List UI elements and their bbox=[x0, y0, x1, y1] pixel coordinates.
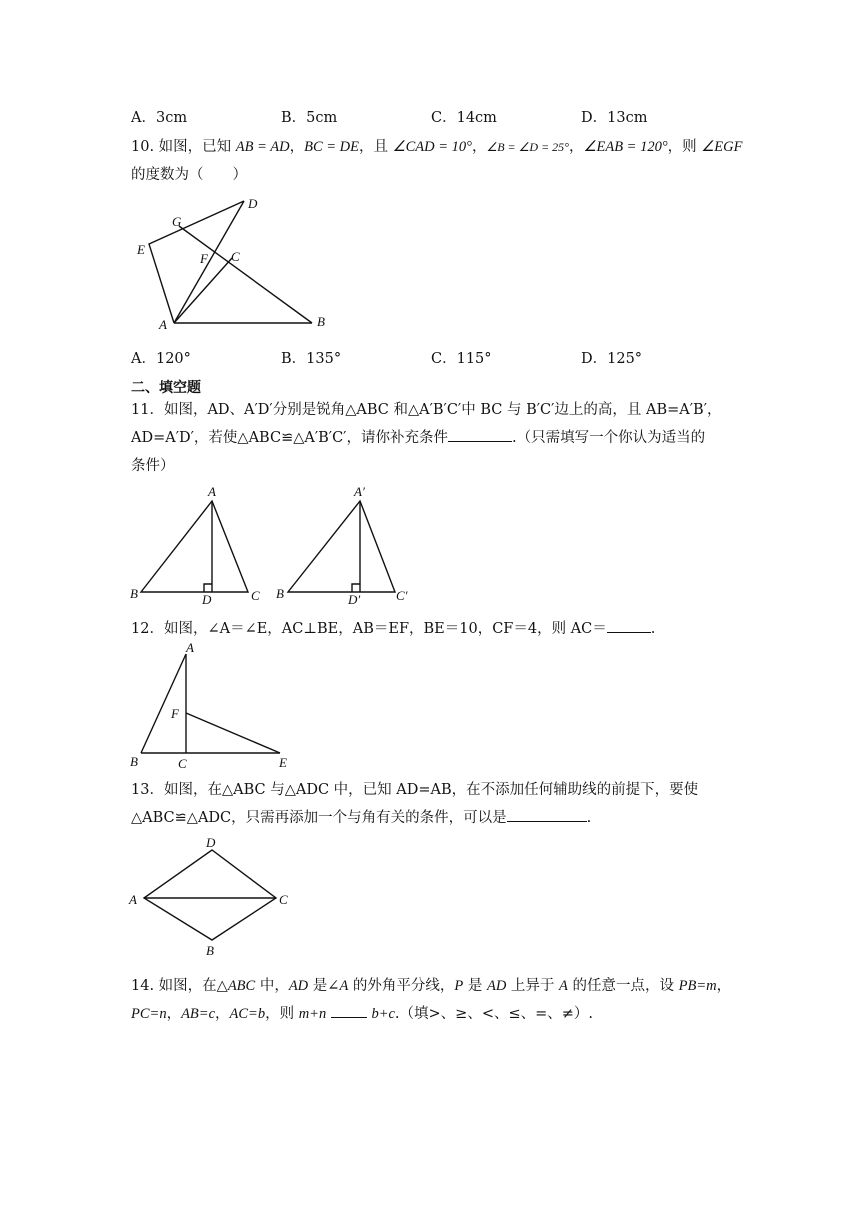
q13-label-d: D bbox=[206, 835, 216, 850]
q11-line1: 11．如图，AD、A′D′分别是锐角△ABC 和△A′B′C′中 BC 与 B′C′边上的高，且 AB=A′B′， bbox=[131, 402, 722, 418]
q10-label-c: C bbox=[231, 249, 240, 264]
q12-label-f: F bbox=[171, 706, 179, 721]
q11-answer-blank[interactable] bbox=[448, 427, 512, 442]
q10-label-f: F bbox=[200, 251, 208, 266]
q10-label-b: B bbox=[317, 314, 325, 329]
q11-line2: AD=A′D′，若使△ABC≌△A′B′C′，请你补充条件 .（只需填写一个你认为适当的 bbox=[131, 426, 705, 447]
q14-line1: 14. 如图，在△ABC 中，AD 是∠A 的外角平分线，P 是 AD 上异于 A 的任意一点，设 PB=m， bbox=[131, 978, 732, 994]
q11-right-label-c: C′ bbox=[396, 588, 408, 603]
q11-left-triangle bbox=[141, 501, 248, 592]
q13-answer-blank[interactable] bbox=[507, 807, 587, 822]
q14-answer-blank[interactable] bbox=[331, 1003, 367, 1018]
q11-left-label-a: A bbox=[208, 484, 216, 499]
q10-option-b: B．135° bbox=[281, 351, 342, 367]
q14-line2: PC=n，AB=c，AC=b，则 m+n b+c.（填>、≥、<、≤、=、≠）. bbox=[131, 1002, 593, 1023]
q13-label-b: B bbox=[206, 943, 214, 958]
q11-left-label-b: B bbox=[130, 586, 138, 601]
q10-label-d: D bbox=[248, 196, 258, 211]
q12-label-c: C bbox=[178, 756, 187, 770]
q10-edge-gb bbox=[179, 226, 312, 323]
q11-left-label-c: C bbox=[251, 588, 260, 603]
q12-line: 12．如图，∠A＝∠E，AC⊥BE，AB＝EF，BE＝10，CF＝4，则 AC＝ . bbox=[131, 617, 655, 638]
q10-label-g: G bbox=[172, 214, 182, 229]
q9-option-b: B．5cm bbox=[281, 110, 338, 126]
q12-label-a: A bbox=[186, 640, 194, 655]
q13-quadrilateral bbox=[144, 850, 276, 940]
q9-option-d: D．13cm bbox=[581, 110, 648, 126]
q11-right-label-d: D′ bbox=[348, 592, 361, 607]
q10-stem-line1: 10. 如图，已知 AB = AD，BC = DE，且 ∠CAD = 10°，∠B = ∠D = 25°，∠EAB = 120°，则 ∠EGF bbox=[131, 139, 743, 155]
q10-option-d: D．125° bbox=[581, 351, 643, 367]
q10-figure bbox=[132, 192, 342, 337]
q13-figure bbox=[126, 830, 306, 960]
q9-option-c: C．14cm bbox=[431, 110, 497, 126]
q12-label-b: B bbox=[130, 754, 138, 769]
q10-edge-ac bbox=[174, 258, 232, 323]
q10-stem-line2: 的度数为（ ） bbox=[131, 167, 247, 183]
q10-edge-a-e-d bbox=[149, 201, 244, 323]
q10-option-c: C．115° bbox=[431, 351, 492, 367]
q12-edge-ab bbox=[141, 654, 186, 753]
q11-right-label-a: A′ bbox=[354, 484, 365, 499]
section-title: 二、填空题 bbox=[131, 380, 201, 396]
q12-figure bbox=[128, 640, 298, 770]
q11-figure bbox=[128, 483, 418, 608]
q11-right-triangle bbox=[288, 501, 395, 592]
q10-label-a: A bbox=[159, 317, 167, 332]
q13-label-c: C bbox=[279, 892, 288, 907]
q11-right-right-angle bbox=[352, 584, 360, 592]
q13-label-a: A bbox=[129, 892, 137, 907]
q11-left-right-angle bbox=[204, 584, 212, 592]
q10-label-e: E bbox=[137, 242, 145, 257]
q11-line3: 条件） bbox=[131, 458, 175, 474]
q12-edge-fe bbox=[186, 713, 280, 753]
q12-answer-blank[interactable] bbox=[607, 618, 651, 633]
q11-right-label-b: B bbox=[276, 586, 284, 601]
q13-line1: 13．如图，在△ABC 与△ADC 中，已知 AD=AB，在不添加任何辅助线的前提下，要使 bbox=[131, 782, 699, 798]
q13-line2: △ABC≌△ADC，只需再添加一个与角有关的条件，可以是 . bbox=[131, 806, 591, 827]
q12-label-e: E bbox=[279, 755, 287, 770]
q11-left-label-d: D bbox=[202, 592, 212, 607]
q9-option-a: A．3cm bbox=[131, 110, 188, 126]
q10-option-a: A．120° bbox=[131, 351, 191, 367]
